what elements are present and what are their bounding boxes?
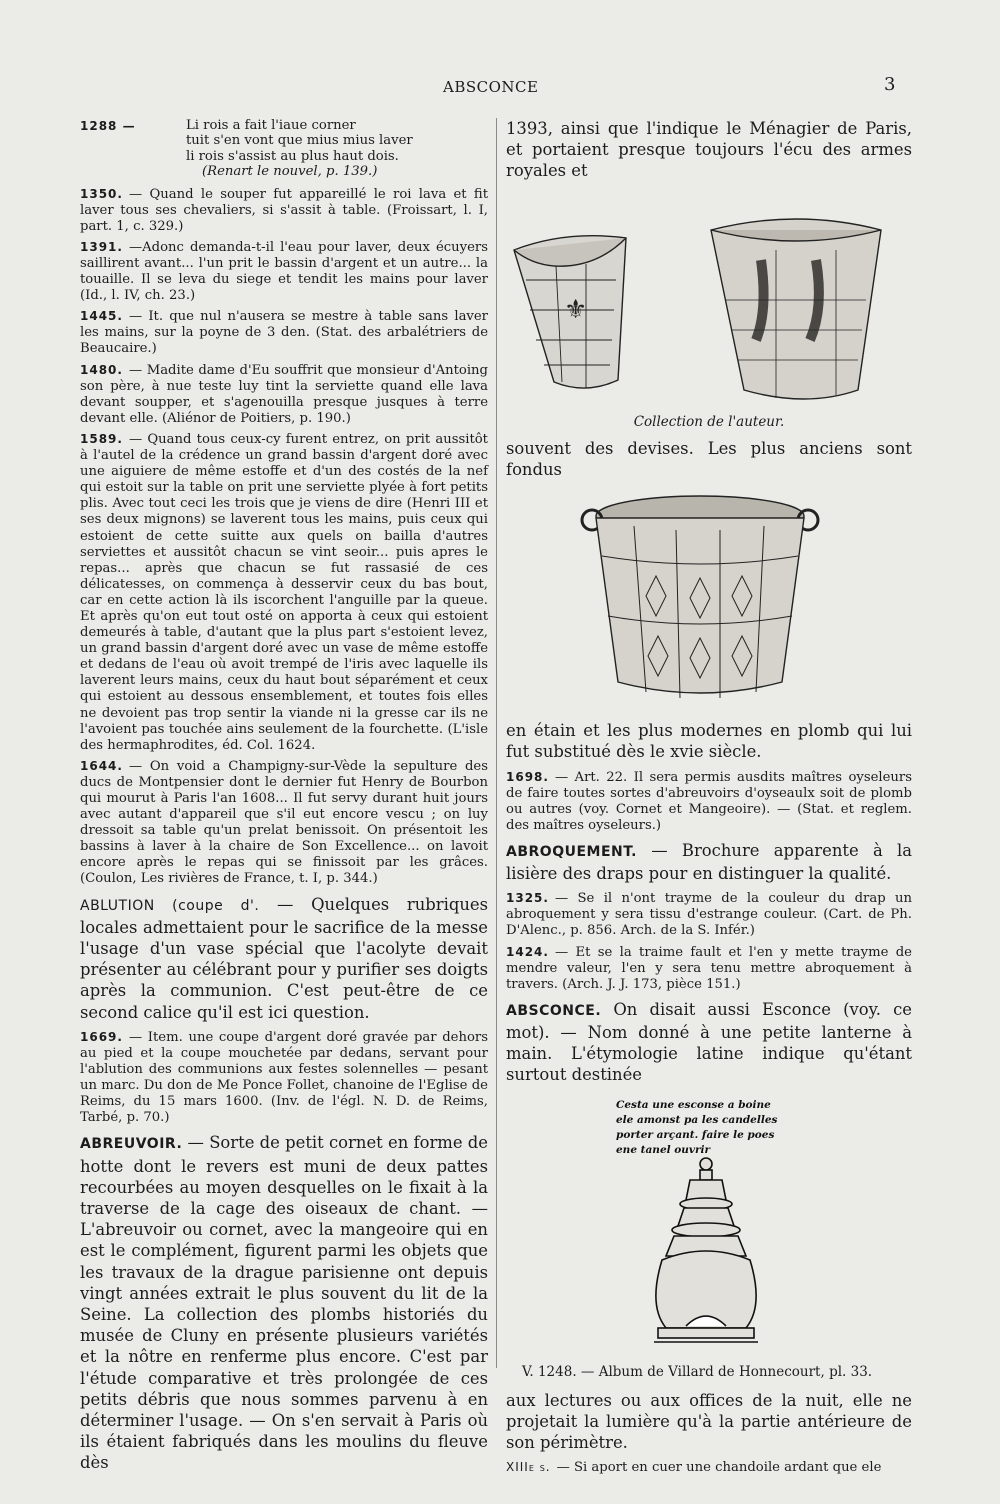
entry-text: — Quand le souper fut appareillé le roi lava et fit laver tous ses chevaliers, si s'assit à table. (Froissart, l. I, part. 1, c. 329.) (80, 186, 488, 234)
verse-line: tuit s'en vont que mius mius laver (186, 133, 413, 149)
entry-year: 1325. (506, 891, 549, 906)
right-column (506, 118, 912, 1480)
entry-year: 1445. (80, 309, 123, 324)
abreuvoir-illustration (506, 190, 912, 410)
entry-year: 1391. (80, 239, 123, 254)
entry-year: 1480. (80, 362, 123, 377)
entry-year: 1589. (80, 431, 123, 446)
entry-text: — Et se la traime fault et l'en y mette trayme de mendre valeur, l'en y sera tenu mettre abroquement à travers. (Arch. J. J. 173, pièce 151.) (506, 944, 912, 992)
headword-ablution: ABLUTION (coupe d'. (80, 897, 260, 914)
script-line: ene tanel ouvrir (616, 1143, 711, 1156)
entry-year: XIIIe s. (506, 1460, 551, 1475)
quote-entry (80, 431, 488, 754)
entry-year: 1424. (506, 944, 549, 959)
absconce-continuation: aux lectures ou aux offices de la nuit, elle ne projetait la lumière qu'à la partie antérieure de son périmètre. (506, 1390, 912, 1453)
lantern-drawing (646, 1156, 766, 1356)
entry-text: — Madite dame d'Eu souffrit que monsieur d'Antoing son père, à nue teste luy tint la serviette quand elle lava devant soupper, et s'agenouilla presque jusques à terre devant elle. (Aliénor de Poitiers, p. 190.) (80, 362, 488, 426)
entry-text: — It. que nul n'ausera se mestre à table sans laver les mains, sur la poyne de 3 den. (Stat. des arbalétriers de Beaucaire.) (80, 309, 488, 357)
page-number: 3 (884, 74, 896, 95)
entry-year: 1350. (80, 186, 123, 201)
octagonal-pot-drawing (506, 486, 912, 710)
quote-entry (80, 308, 488, 357)
verse-year: 1288 — (80, 119, 136, 133)
article-text: — Brochure apparente à la lisière des draps pour en distinguer la qualité. (506, 840, 913, 884)
verse-quote (80, 118, 488, 180)
mangeoire-illustration (506, 486, 912, 710)
figure-caption: Collection de l'auteur. (633, 413, 785, 430)
cornet-drawings (506, 190, 912, 410)
quote-entry (80, 362, 488, 427)
article-abreuvoir (80, 1132, 488, 1473)
quote-entry (80, 186, 488, 235)
lantern-illustration (506, 1098, 912, 1358)
quote-entry (506, 769, 912, 834)
quote-entry (80, 758, 488, 888)
article-text: On disait aussi Esconce (voy. ce mot). — Nom donné à une petite lanterne à main. L'étymologie latine indique qu'étant surtout destinée (506, 999, 912, 1085)
entry-text: —Adonc demanda-t-il l'eau pour laver, deux écuyers saillirent avant... l'un prit le bassin d'argent et un autre... la touaille. Il se leva du siege et tendit les mains pour laver (Id., l. IV, ch. 23.) (80, 239, 488, 304)
page-header (0, 74, 1000, 102)
quote-entry (506, 1459, 912, 1476)
entry-text: — Quand tous ceux-cy furent entrez, on prit aussitôt à l'autel de la crédence un grand bassin d'argent doré avec une aiguiere de même estoffe et d'un des costés de la nef qui estoit sur la table on prit une serviette plyée à fort petits plis. Avec tout ceci les trois que je viens de dire (Henri III et ses deux mignons) se laverent tous les mains, puis ceux qui estoient de cette suitte aux quels on bailla d'autres serviettes et aussitôt chacun se vint seoir... puis apres le repas... après que chacun se fut rassasié de ces délicatesses, on commença à desservir ceux du bas bout, car en cette action là ils iscorchent l'anguille par la queue. Et après qu'on eut tout osté on apporta à ceux qui estoient demeurés à table, d'autant que la plus part s'estoient levez, un grand bassin d'argent doré avec un vase de même estoffe et dedans de l'eau où avoit trempé de l'iris avec laquelle ils laverent leurs mains, ceux du haut bout séparément et ceux qui estoient au dessous ensemblement, et toutes fois elles ne devoient pas trop sentir la viande ni la gresse car ils ne l'avoient pas touchée ains seulement de la fourchette. (L'isle des hermaphrodites, éd. Col. 1624. (80, 431, 488, 753)
left-column (80, 118, 488, 1480)
script-line: Cesta une esconse a boine (616, 1098, 771, 1111)
entry-text: — Art. 22. Il sera permis ausdits maîtres oyseleurs de faire toutes sortes d'abreuvoirs d'oyseaulx soit de plomb ou autres (voy. Cornet et Mangeoire). — (Stat. et reglem. des maîtres oyseleurs.) (506, 769, 912, 833)
verse-line: li rois s'assist au plus haut dois. (186, 148, 399, 164)
abreuvoir-continuation: souvent des devises. Les plus anciens sont fondus (506, 438, 912, 479)
running-title: ABSCONCE (443, 78, 539, 96)
entry-year: 1698. (506, 769, 549, 784)
entry-year: 1669. (80, 1029, 123, 1044)
gothic-script (616, 1098, 806, 1158)
quote-entry (80, 1029, 488, 1127)
article-text: — Quelques rubriques locales admettaient pour le sacrifice de la messe l'usage d'un vase spécial que l'acolyte devait présenter au célébrant pour y purifier ses doigts après la communion. C'est peut-être de ce second calice qu'il est ici question. (80, 894, 489, 1022)
headword-abroquement: ABROQUEMENT. (506, 843, 637, 860)
verse-line: Li rois a fait l'iaue corner (186, 118, 356, 133)
headword-abreuvoir: ABREUVOIR. (80, 1136, 183, 1153)
headword-absconce: ABSCONCE. (506, 1002, 602, 1019)
quote-entry (80, 239, 488, 304)
script-line: ele amonst pa les candelles (616, 1113, 778, 1126)
quote-entry (506, 890, 912, 939)
entry-text: — Si aport en cuer une chandoile ardant que ele (556, 1460, 882, 1476)
verse-citation: (Renart le nouvel, p. 139.) (202, 164, 378, 180)
article-absconce (506, 999, 912, 1086)
article-text: — Sorte de petit cornet en forme de hotte dont le revers est muni de deux pattes recourbées au moyen desquelles on le fixait à la traverse de la cage des oiseaux de chant. — L'abreuvoir ou cornet, avec la mangeoire qui en est le complément, figurent parmi les objets que les travaux de la drague parisienne ont depuis vingt années extrait le plus souvent du lit de la Seine. La collection des plombs historiés du musée de Cluny en présente plusieurs variétés et la nôtre en renferme plus encore. C'est par l'étude comparative et très prolongée de ces petits débris que nous sommes parvenu à en déterminer l'usage. — On s'en servait à Paris où ils étaient fabriqués dans les moulins du fleuve dès (80, 1133, 488, 1473)
quote-entry (506, 944, 912, 993)
verse-lines (186, 118, 413, 180)
figure-caption: V. 1248. — Album de Villard de Honnecourt, pl. 33. (522, 1363, 873, 1380)
abreuvoir-continuation: 1393, ainsi que l'indique le Ménagier de Paris, et portaient presque toujours l'écu des armes royales et (506, 119, 912, 181)
article-ablution (80, 894, 488, 1023)
entry-text: — Item. une coupe d'argent doré gravée par dehors au pied et la coupe mouchetée par dedans, servant pour l'ablution des communions aux festes solennelles — pesant un marc. Du don de Me Ponce Follet, chanoine de l'Eglise de Reims, du 15 mars 1600. (Inv. de l'égl. N. D. de Reims, Tarbé, p. 70.) (80, 1029, 488, 1126)
script-line: porter arçant. faire le poes (616, 1128, 775, 1141)
svg-text:⚜: ⚜ (564, 294, 588, 325)
article-abroquement (506, 840, 912, 884)
entry-text: — On void a Champigny-sur-Vède la sepulture des ducs de Montpensier dont le dernier fut Henry de Bourbon qui mourut à Paris l'an 1608... Il fut servy durant huit jours avec autant d'appareil que s'il eut encore vescu ; on luy dressoit sa table qu'un prelat benissoit. On présentoit les bassins à laver à la chaire de Son Excellence... on lavoit encore après le repas qui se finissoit par les grâces. (Coulon, Les rivières de France, t. I, p. 344.) (80, 758, 488, 887)
abreuvoir-continuation: en étain et les plus modernes en plomb qui lui fut substitué dès le xvie siècle. (506, 721, 912, 762)
column-divider (496, 118, 497, 1368)
entry-year: 1644. (80, 758, 123, 773)
entry-text: — Se il n'ont trayme de la couleur du drap un abroquement y sera tissu d'estrange couleur. (Cart. de Ph. D'Alenc., p. 856. Arch. de la S. Infér.) (506, 891, 912, 939)
